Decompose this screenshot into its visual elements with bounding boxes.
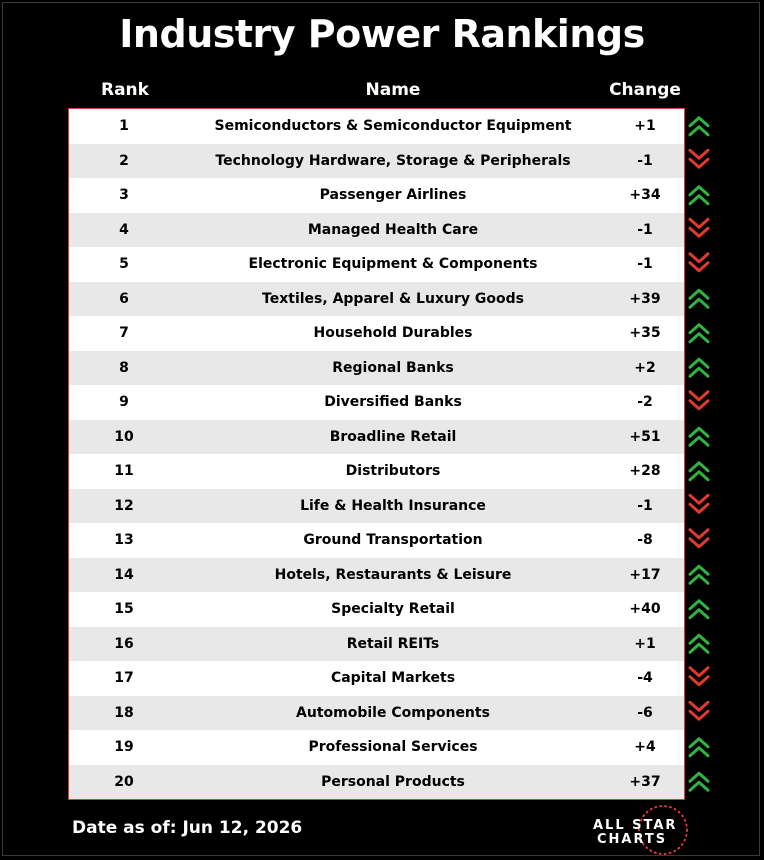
change-cell: -1: [637, 152, 653, 169]
change-cell: -6: [637, 704, 653, 721]
date-as-of: Date as of: Jun 12, 2026: [72, 818, 303, 838]
change-cell: -2: [637, 394, 653, 410]
rank-cell: 13: [114, 532, 134, 548]
rank-cell: 2: [119, 152, 129, 169]
table-row: [69, 213, 684, 248]
change-cell: +35: [629, 325, 661, 341]
industry-name-cell: Passenger Airlines: [319, 187, 467, 203]
double-chevron-down-icon: [690, 530, 708, 547]
industry-name-cell: Hotels, Restaurants & Leisure: [274, 566, 512, 583]
double-chevron-up-icon: [690, 187, 708, 204]
double-chevron-up-icon: [690, 359, 708, 376]
industry-name-cell: Semiconductors & Semiconductor Equipment: [214, 118, 572, 134]
change-cell: -4: [637, 670, 653, 686]
change-cell: -1: [637, 256, 653, 272]
change-cell: +34: [629, 187, 661, 203]
industry-name-cell: Household Durables: [313, 325, 473, 341]
header-change: Change: [609, 80, 681, 100]
change-cell: +51: [629, 428, 661, 445]
rank-cell: 5: [119, 256, 129, 272]
double-chevron-up-icon: [690, 118, 708, 135]
table-row: [69, 351, 684, 386]
table-row: [69, 109, 684, 144]
change-cell: +1: [634, 118, 656, 134]
industry-name-cell: Distributors: [345, 463, 441, 479]
industry-name-cell: Textiles, Apparel & Luxury Goods: [262, 290, 524, 307]
rank-cell: 19: [114, 739, 134, 755]
logo-text-line2: CHARTS: [597, 832, 668, 847]
double-chevron-down-icon: [690, 668, 708, 685]
double-chevron-up-icon: [690, 428, 708, 445]
industry-name-cell: Diversified Banks: [324, 394, 462, 410]
table-row: [69, 558, 684, 593]
table-row: [69, 627, 684, 662]
double-chevron-up-icon: [690, 290, 708, 307]
change-cell: +17: [629, 566, 661, 583]
industry-name-cell: Professional Services: [308, 739, 478, 755]
double-chevron-up-icon: [690, 566, 708, 583]
industry-name-cell: Managed Health Care: [307, 221, 479, 238]
rank-cell: 12: [114, 497, 134, 514]
double-chevron-up-icon: [690, 773, 708, 790]
double-chevron-up-icon: [690, 325, 708, 342]
table-header: [0, 80, 764, 104]
rank-cell: 3: [119, 187, 129, 203]
rank-cell: 7: [119, 325, 129, 341]
double-chevron-up-icon: [690, 601, 708, 618]
change-cell: +2: [634, 359, 656, 376]
table-row: [69, 178, 684, 213]
table-row: [69, 454, 684, 489]
double-chevron-down-icon: [690, 150, 708, 167]
rank-cell: 9: [119, 394, 129, 410]
table-row: [69, 420, 684, 455]
double-chevron-down-icon: [690, 254, 708, 271]
double-chevron-up-icon: [690, 635, 708, 652]
industry-name-cell: Capital Markets: [330, 670, 456, 686]
double-chevron-down-icon: [690, 392, 708, 409]
rank-cell: 15: [114, 601, 134, 617]
change-cell: +39: [629, 290, 661, 307]
table-row: [69, 144, 684, 179]
rank-cell: 10: [114, 428, 134, 445]
rank-cell: 18: [114, 704, 134, 721]
logo-text-line1: ALL STAR: [593, 818, 678, 833]
table-row: [69, 489, 684, 524]
table-row: [69, 696, 684, 731]
change-cell: -1: [637, 497, 653, 514]
page-title: Industry Power Rankings: [119, 12, 645, 56]
table-row: [69, 523, 684, 558]
double-chevron-down-icon: [690, 702, 708, 719]
industry-name-cell: Electronic Equipment & Components: [248, 256, 538, 272]
table-row: [69, 592, 684, 627]
change-cell: +28: [629, 463, 661, 479]
table-row: [69, 282, 684, 317]
table-row: [69, 765, 684, 800]
industry-name-cell: Technology Hardware, Storage & Peripherals: [215, 152, 571, 169]
rank-cell: 20: [114, 773, 134, 790]
double-chevron-up-icon: [690, 463, 708, 480]
industry-name-cell: Ground Transportation: [303, 532, 483, 548]
rank-cell: 1: [119, 118, 129, 134]
header-rank: Rank: [101, 80, 149, 100]
change-cell: +40: [629, 601, 661, 617]
table-row: [69, 316, 684, 351]
change-cell: -1: [637, 221, 653, 238]
industry-name-cell: Personal Products: [321, 773, 465, 790]
rank-cell: 16: [114, 635, 134, 652]
rankings-table: [68, 108, 685, 800]
industry-name-cell: Life & Health Insurance: [300, 497, 486, 514]
industry-name-cell: Retail REITs: [346, 635, 440, 652]
direction-arrows-column: [685, 108, 715, 800]
rank-cell: 4: [119, 221, 129, 238]
change-cell: +1: [634, 635, 656, 652]
header-name: Name: [365, 80, 421, 100]
change-cell: -8: [637, 532, 653, 548]
change-cell: +4: [634, 739, 656, 755]
rank-cell: 6: [119, 290, 129, 307]
table-row: [69, 730, 684, 765]
change-cell: +37: [629, 773, 661, 790]
rank-cell: 8: [119, 359, 129, 376]
industry-name-cell: Broadline Retail: [329, 428, 457, 445]
table-row: [69, 247, 684, 282]
industry-name-cell: Automobile Components: [296, 704, 490, 721]
double-chevron-up-icon: [690, 739, 708, 756]
rank-cell: 14: [114, 566, 134, 583]
double-chevron-down-icon: [690, 219, 708, 236]
table-row: [69, 385, 684, 420]
industry-name-cell: Regional Banks: [332, 359, 454, 376]
all-star-charts-logo: [585, 800, 695, 856]
industry-name-cell: Specialty Retail: [331, 601, 455, 617]
double-chevron-down-icon: [690, 495, 708, 512]
rank-cell: 17: [114, 670, 134, 686]
table-row: [69, 661, 684, 696]
rank-cell: 11: [114, 463, 134, 479]
